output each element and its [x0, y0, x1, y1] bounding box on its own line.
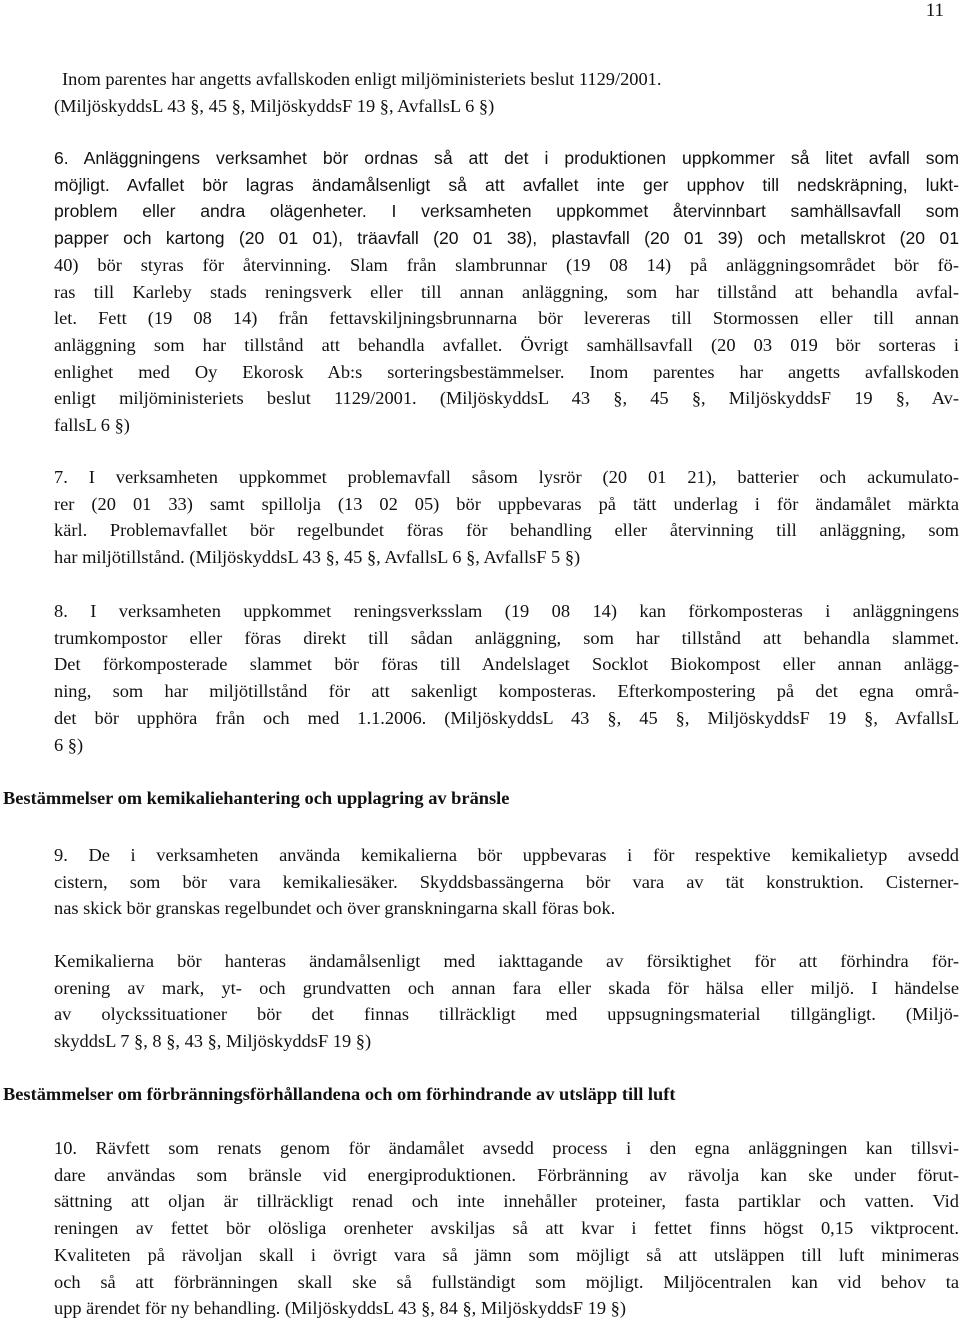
paragraph-line: nas skick bör granskas regelbundet och över granskningarna skall föras bok. — [54, 898, 616, 919]
paragraph-line: 7. I verksamheten uppkommet problemavfall såsom lysrör (20 01 21), batterier och ackumulato- — [54, 467, 959, 487]
paragraph-line: orening av mark, yt- och grundvatten och annan fara eller skada för hälsa eller miljö. I händelse — [54, 977, 959, 998]
paragraph-line: 6. Anläggningens verksamhet bör ordnas så att det i produktionen uppkommer så litet avfall som — [54, 148, 959, 168]
paragraph-7 — [54, 464, 959, 571]
paragraph-line: upp ärendet för ny behandling. (MiljöskyddsL 43 §, 84 §, MiljöskyddsF 19 §) — [54, 1298, 626, 1319]
paragraph-line: möjligt. Avfallet bör lagras ändamålsenligt så att avfallet inte ger upphov till nedskräpning, lukt- — [54, 174, 959, 195]
paragraph-line: har miljötillstånd. (MiljöskyddsL 43 §, 45 §, AvfallsL 6 §, AvfallsF 5 §) — [54, 547, 581, 568]
paragraph-intro — [54, 66, 959, 119]
paragraph-line: och så att förbränningen skall ske så fullständigt som möjligt. Miljöcentralen kan vid behov ta — [54, 1271, 959, 1292]
paragraph-line: Kvaliteten på rävoljan skall i övrigt vara så jämn som möjligt så att utsläppen till luft minimeras — [54, 1244, 959, 1265]
page-number: 11 — [925, 0, 944, 21]
paragraph-line: problem eller andra olägenheter. I verksamheten uppkommet återvinnbart samhällsavfall som — [54, 201, 959, 222]
paragraph-line: trumkompostor eller föras direkt till sådan anläggning, som har tillstånd att behandla slammet. — [54, 627, 959, 648]
paragraph-line: enligt miljöministeriets beslut 1129/2001. (MiljöskyddsL 43 §, 45 §, MiljöskyddsF 19 §, Av- — [54, 388, 959, 409]
paragraph-line: papper och kartong (20 01 01), träavfall (20 01 38), plastavfall (20 01 39) och metallskrot (20 01 — [54, 228, 959, 249]
paragraph-8 — [54, 598, 959, 758]
paragraph-6 — [54, 145, 959, 439]
paragraph-line: (MiljöskyddsL 43 §, 45 §, MiljöskyddsF 19 §, AvfallsL 6 §) — [54, 95, 495, 116]
paragraph-line: let. Fett (19 08 14) från fettavskiljningsbrunnarna bör levereras till Stormossen eller till annan — [54, 308, 959, 329]
paragraph-9 — [54, 842, 959, 922]
section-heading: Bestämmelser om kemikaliehantering och upplagring av bränsle — [3, 788, 510, 808]
paragraph-10 — [54, 1135, 959, 1322]
paragraph-line: reningen av fettet bör olösliga orenheter avskiljas så att kvar i fettet finns högst 0,15 viktprocent. — [54, 1218, 959, 1239]
paragraph-chemical-handling — [54, 948, 959, 1055]
paragraph-line: sättning att oljan är tillräckligt renad och inte innehåller proteiner, fasta partiklar och vatten. Vid — [54, 1191, 959, 1212]
paragraph-line: kärl. Problemavfallet bör regelbundet föras för behandling eller återvinning till anläggning, som — [54, 520, 959, 541]
section-heading: Bestämmelser om förbränningsförhållandena och om förhindrande av utsläpp till luft — [3, 1084, 676, 1104]
paragraph-line: det bör upphöra från och med 1.1.2006. (MiljöskyddsL 43 §, 45 §, MiljöskyddsF 19 §, AvfallsL — [54, 707, 959, 728]
paragraph-line: anläggning som har tillstånd att behandla avfallet. Övrigt samhällsavfall (20 03 019 bör sorteras i — [54, 334, 959, 355]
paragraph-line: Det förkomposterade slammet bör föras till Andelslaget Socklot Biokompost eller annan anlägg- — [54, 654, 959, 675]
paragraph-line: 9. De i verksamheten använda kemikalierna bör uppbevaras i för respektive kemikalietyp avsedd — [54, 845, 959, 865]
paragraph-line: ning, som har miljötillstånd för att sakenligt komposteras. Efterkompostering på det egna områ- — [54, 681, 959, 702]
paragraph-line: 8. I verksamheten uppkommet reningsverksslam (19 08 14) kan förkomposteras i anläggningens — [54, 601, 959, 621]
paragraph-line: enlighet med Oy Ekorosk Ab:s sorteringsbestämmelser. Inom parentes har angetts avfallskoden — [54, 361, 959, 382]
paragraph-line: Inom parentes har angetts avfallskoden enligt miljöministeriets beslut 1129/2001. — [62, 69, 662, 89]
paragraph-line: dare användas som bränsle vid energiproduktionen. Förbränning av rävolja kan ske under förut- — [54, 1164, 959, 1185]
paragraph-line: Kemikalierna bör hanteras ändamålsenligt med iakttagande av försiktighet för att förhindra för- — [54, 951, 959, 971]
paragraph-line: fallsL 6 §) — [54, 415, 130, 436]
paragraph-line: rer (20 01 33) samt spillolja (13 02 05) bör uppbevaras på tätt underlag i för ändamålet märkta — [54, 493, 959, 514]
paragraph-line: skyddsL 7 §, 8 §, 43 §, MiljöskyddsF 19 §) — [54, 1031, 372, 1052]
paragraph-line: ras till Karleby stads reningsverk eller till annan anläggning, som har tillstånd att behandla avfal- — [54, 281, 959, 302]
paragraph-line: 10. Rävfett som renats genom för ändamålet avsedd process i den egna anläggningen kan tillsvi- — [54, 1138, 959, 1158]
paragraph-line: cistern, som bör vara kemikaliesäker. Skyddsbassängerna bör vara av tät konstruktion. Cisterner- — [54, 871, 959, 892]
paragraph-line: 40) bör styras för återvinning. Slam från slambrunnar (19 08 14) på anläggningsområdet bör fö- — [54, 254, 959, 275]
paragraph-line: 6 §) — [54, 734, 84, 755]
paragraph-line: av olyckssituationer bör det finnas tillräckligt med uppsugningsmaterial tillgängligt. (Miljö- — [54, 1004, 959, 1025]
